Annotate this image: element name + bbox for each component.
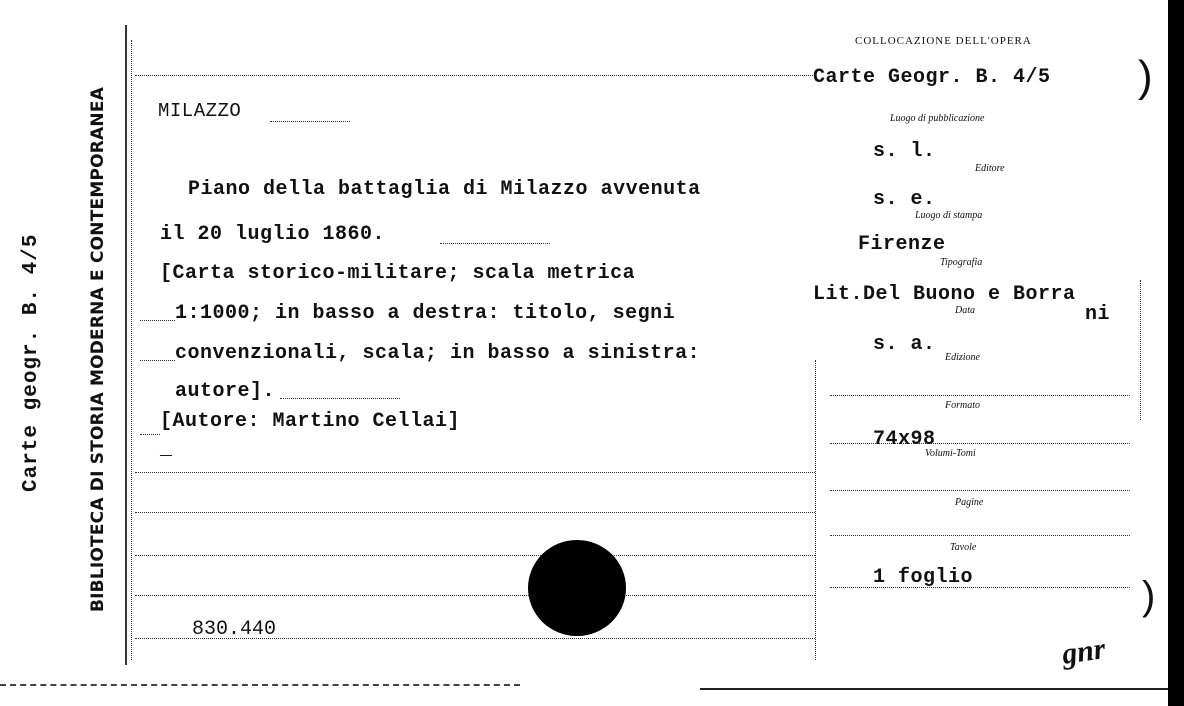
heading: MILAZZO	[158, 100, 242, 122]
body-line-3: [Carta storico-militare; scala metrica	[160, 262, 636, 285]
library-name: BIBLIOTECA DI STORIA MODERNA E CONTEMPORANEA	[88, 86, 108, 612]
formato-value: 74x98	[873, 428, 936, 451]
data-label: Data	[955, 305, 975, 316]
side-call-number: Carte geogr. B. 4/5	[20, 233, 43, 492]
luogo-pubblicazione-label: Luogo di pubblicazione	[890, 113, 985, 124]
formato-rule	[830, 395, 1130, 396]
rule-6	[280, 398, 400, 399]
luogo-stampa-value: Firenze	[858, 233, 946, 256]
inventory-number: 830.440	[192, 618, 277, 641]
tavole-rule	[830, 587, 1130, 588]
collocazione-bracket: )	[1138, 52, 1153, 101]
redaction-dot	[528, 540, 626, 636]
margin-line	[125, 25, 127, 665]
rule-4	[140, 320, 175, 321]
rule-7	[140, 434, 160, 435]
top-rule	[135, 75, 815, 76]
tipografia-value: Lit.Del Buono e Borra	[813, 283, 1076, 306]
rule-11	[135, 595, 815, 596]
handwritten-initials: gnr	[1059, 632, 1108, 671]
luogo-pubblicazione-value: s. l.	[873, 140, 936, 163]
tavole-label: Tavole	[950, 542, 977, 553]
bottom-bracket: )	[1142, 574, 1156, 618]
edizione-label: Edizione	[945, 352, 980, 363]
luogo-stampa-label: Luogo di stampa	[915, 210, 983, 221]
bottom-edge-line	[700, 688, 1168, 690]
body-line-5: convenzionali, scala; in basso a sinistra:	[175, 342, 701, 365]
pagine-label: Pagine	[955, 497, 984, 508]
volumi-label: Volumi-Tomi	[925, 448, 976, 459]
margin-line-dotted	[131, 40, 132, 660]
collocazione-value: Carte Geogr. B. 4/5	[813, 66, 1051, 89]
dash-line: _	[160, 438, 173, 461]
rule-5	[140, 360, 175, 361]
body-line-1: Piano della battaglia di Milazzo avvenuta	[188, 178, 701, 201]
heading-rule	[270, 121, 350, 122]
tipografia-label: Tipografia	[940, 257, 983, 268]
volumi-rule	[830, 490, 1130, 491]
collocazione-label: COLLOCAZIONE DELL'OPERA	[855, 35, 1032, 47]
pagine-rule	[830, 535, 1130, 536]
rule-8	[135, 472, 815, 473]
body-line-2: il 20 luglio 1860.	[160, 223, 386, 246]
right-column-divider	[815, 360, 816, 660]
tavole-value: 1 foglio	[873, 566, 974, 589]
data-value: s. a.	[873, 333, 936, 356]
right-edge-divider	[1140, 280, 1141, 420]
author-line: [Autore: Martino Cellai]	[160, 410, 461, 433]
rule-2	[440, 243, 550, 244]
body-line-6: autore].	[175, 380, 276, 403]
rule-10	[135, 555, 815, 556]
formato-label: Formato	[945, 400, 980, 411]
rule-9	[135, 512, 815, 513]
right-edge	[1168, 0, 1184, 706]
editore-label: Editore	[975, 163, 1005, 174]
tipografia-value-cont: ni	[1085, 303, 1111, 326]
editore-value: s. e.	[873, 188, 936, 211]
body-line-4: 1:1000; in basso a destra: titolo, segni	[175, 302, 676, 325]
bottom-edge-rule	[0, 684, 520, 686]
